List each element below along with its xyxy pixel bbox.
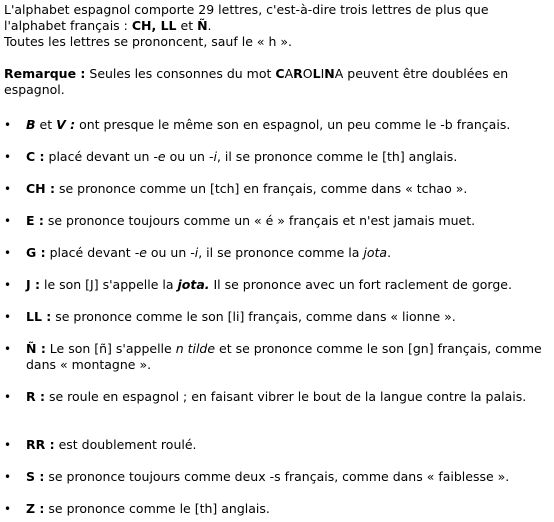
list-item-content	[26, 117, 554, 133]
remark-text-after: peuvent être doublées en espagnol.	[4, 66, 509, 97]
item-text: Le son [ñ] s'appelle	[45, 341, 176, 356]
list-item-content	[26, 181, 554, 197]
intro-paragraph	[4, 2, 552, 50]
item-text: .	[387, 245, 392, 260]
remark-word-r: R	[293, 66, 303, 81]
list-item-content	[26, 341, 554, 373]
item-bold-italic: jota.	[177, 277, 210, 292]
list-item-content	[26, 277, 554, 293]
letter-e: E :	[26, 213, 44, 228]
item-text: se prononce toujours comme deux -s français, comme dans « faiblesse ».	[44, 469, 510, 484]
bullet: •	[4, 214, 12, 228]
item-text: se prononce comme un [tch] en français, comme dans « tchao ».	[55, 181, 468, 196]
letter-c: C :	[26, 149, 45, 164]
remark-word-o: O	[302, 66, 313, 81]
letter-j: J :	[26, 277, 41, 292]
remark-label: Remarque :	[4, 66, 86, 81]
letter-z: Z :	[26, 501, 45, 516]
bullet: •	[4, 150, 12, 164]
intro-letter-enye: Ñ	[197, 18, 208, 33]
item-text: ou un	[146, 245, 191, 260]
item-text: se prononce comme le son [li] français, comme dans « lionne ».	[51, 309, 456, 324]
remark-paragraph	[4, 66, 552, 98]
bullet: •	[4, 118, 12, 132]
remark-word-l: L	[312, 66, 321, 81]
item-italic: jota	[363, 245, 388, 260]
intro-line-2-suffix: .	[207, 18, 212, 33]
bullet: •	[4, 502, 12, 516]
list-item-content	[26, 245, 554, 261]
document	[4, 2, 552, 516]
intro-line-3: Toutes les lettres se prononcent, sauf le « h ».	[4, 34, 293, 49]
intro-line-2-prefix: l'alphabet français :	[4, 18, 132, 33]
item-text: se prononce comme le [th] anglais.	[44, 501, 270, 516]
item-text: , il se prononce comme la	[198, 245, 364, 260]
remark-text-before: Seules les consonnes du mot	[85, 66, 276, 81]
item-text: ou un	[165, 149, 209, 164]
remark-word-c: C	[275, 66, 285, 81]
intro-line-2-mid: et	[176, 18, 198, 33]
item-text: se roule en espagnol ; en faisant vibrer le bout de la langue contre la palais.	[44, 389, 527, 404]
bullet: •	[4, 438, 12, 452]
bullet: •	[4, 390, 12, 404]
letter-b: B	[26, 117, 36, 132]
remark-word-a2: A	[334, 66, 344, 81]
list-item-content	[26, 309, 554, 325]
item-text: est doublement roulé.	[54, 437, 197, 452]
list-item-content	[26, 389, 554, 405]
letter-enye: Ñ :	[26, 341, 46, 356]
item-italic: -i	[208, 149, 217, 164]
letter-s: S :	[26, 469, 45, 484]
remark-word-i: I	[320, 66, 325, 81]
intro-line-1: L'alphabet espagnol comporte 29 lettres, c'est-à-dire trois lettres de plus que	[4, 2, 489, 17]
intro-line-2	[4, 18, 552, 34]
letter-ch: CH :	[26, 181, 55, 196]
item-italic: n tilde	[175, 341, 216, 356]
letter-rr: RR :	[26, 437, 55, 452]
item-text: Il se prononce avec un fort raclement de gorge.	[209, 277, 512, 292]
bullet: •	[4, 310, 12, 324]
bullet: •	[4, 278, 12, 292]
letter-g: G :	[26, 245, 46, 260]
item-text: ont presque le même son en espagnol, un peu comme le -b français.	[75, 117, 511, 132]
item-text: , il se prononce comme le [th] anglais.	[216, 149, 458, 164]
list-item-content	[26, 213, 554, 229]
letter-r: R :	[26, 389, 45, 404]
bullet: •	[4, 342, 12, 356]
list-item-content	[26, 469, 554, 485]
item-italic: -i	[190, 245, 199, 260]
list-item-content	[26, 437, 554, 453]
letter-v: V :	[56, 117, 76, 132]
list-item-content	[26, 501, 554, 517]
remark-word-n: N	[324, 66, 335, 81]
item-text: le son [J] s'appelle la	[40, 277, 178, 292]
intro-letters-ch-ll: CH, LL	[131, 18, 177, 33]
item-text: placé devant un	[44, 149, 154, 164]
letter-ll: LL :	[26, 309, 52, 324]
list-item-content	[26, 149, 554, 165]
label-connector: et	[35, 117, 57, 132]
item-text: placé devant	[45, 245, 135, 260]
bullet: •	[4, 246, 12, 260]
item-italic: -e	[134, 245, 147, 260]
bullet: •	[4, 182, 12, 196]
item-italic: -e	[153, 149, 166, 164]
item-text: se prononce toujours comme un « é » français et n'est jamais muet.	[43, 213, 476, 228]
bullet: •	[4, 470, 12, 484]
item-text: et se prononce comme le son [gn] français, comme dans « montagne ».	[26, 341, 542, 372]
remark-word-a: A	[284, 66, 294, 81]
